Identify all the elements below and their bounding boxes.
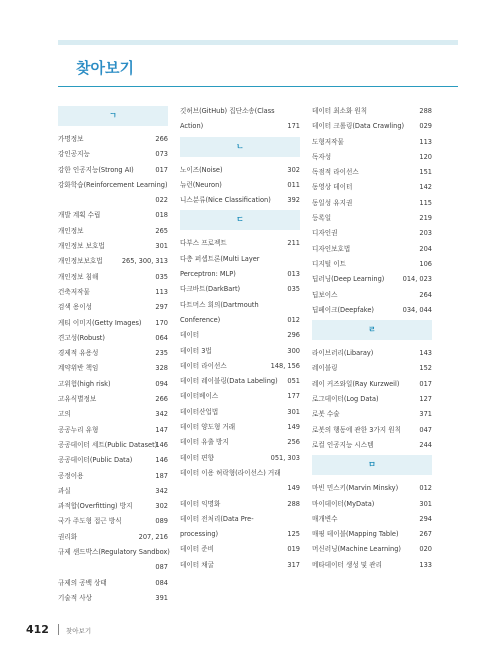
- index-entry: [180, 298, 300, 313]
- index-term: 머신러닝(Machine Learning): [312, 545, 401, 554]
- index-entry: [180, 420, 300, 435]
- section-heading-label: ㄴ: [236, 141, 244, 151]
- index-entry: [58, 331, 168, 346]
- index-page-ref: 019: [287, 545, 300, 554]
- index-term: 동영상 데이터: [312, 183, 353, 192]
- index-term: 강화학습(Reinforcement Learning): [58, 180, 168, 189]
- index-entry: [58, 423, 168, 438]
- index-entry: [180, 344, 300, 359]
- index-entry: [58, 193, 168, 208]
- index-term: 도형저작물: [312, 137, 344, 146]
- index-term: 고유식별정보: [58, 395, 97, 404]
- index-entry: [58, 377, 168, 392]
- page-title: 찾아보기: [76, 59, 134, 77]
- index-page-ref: 317: [287, 560, 300, 569]
- index-entry: [58, 361, 168, 376]
- index-page-ref: 147: [155, 425, 168, 434]
- index-entry: [58, 484, 168, 499]
- section-heading: [312, 320, 432, 340]
- page-number: 412: [26, 623, 49, 636]
- index-entry: [180, 104, 300, 119]
- index-entry: [58, 514, 168, 529]
- index-term: 다층 퍼셉트론(Multi Layer: [180, 254, 260, 263]
- index-entry: [58, 392, 168, 407]
- index-term: 강한 인공지능(Strong AI): [58, 165, 134, 174]
- index-entry: [180, 282, 300, 297]
- index-entry: [58, 316, 168, 331]
- index-page-ref: 235: [155, 349, 168, 358]
- index-term: 로봇의 행동에 관한 3가지 원칙: [312, 425, 402, 434]
- index-term: 데이터 편향: [180, 453, 214, 462]
- index-page-ref: 113: [419, 137, 432, 146]
- index-term: Perceptron: MLP): [180, 270, 236, 279]
- index-entry: [312, 242, 432, 257]
- index-page-ref: 301: [155, 242, 168, 251]
- index-page-ref: 149: [287, 423, 300, 432]
- index-entry: [312, 481, 432, 496]
- index-entry: [180, 389, 300, 404]
- index-term: 데이터 양도형 거래: [180, 423, 236, 432]
- index-page-ref: 391: [155, 593, 168, 602]
- index-page-ref: 211: [287, 239, 300, 248]
- index-entry: [58, 530, 168, 545]
- index-term: 데이터 전처리(Data Pre-: [180, 514, 254, 523]
- index-page-ref: 113: [155, 287, 168, 296]
- index-term: 견고성(Robust): [58, 333, 105, 342]
- index-page-ref: 151: [419, 168, 432, 177]
- index-entry: [312, 512, 432, 527]
- index-page-ref: 120: [419, 152, 432, 161]
- index-page-ref: 013: [287, 270, 300, 279]
- index-entry: [180, 542, 300, 557]
- index-page-ref: 089: [155, 517, 168, 526]
- index-page-ref: 392: [287, 196, 300, 205]
- index-column-1: [58, 104, 168, 606]
- index-entry: [58, 163, 168, 178]
- index-entry: [58, 224, 168, 239]
- index-term: 매핑 테이블(Mapping Table): [312, 530, 399, 539]
- index-entry: [180, 527, 300, 542]
- index-page-ref: 177: [287, 392, 300, 401]
- index-page-ref: 115: [419, 198, 432, 207]
- index-entry: [312, 180, 432, 195]
- index-entry: [180, 328, 300, 343]
- index-page-ref: 207, 216: [138, 532, 168, 541]
- index-entry: [312, 392, 432, 407]
- index-entry: [58, 285, 168, 300]
- index-entry: [312, 527, 432, 542]
- index-page-ref: 265: [155, 226, 168, 235]
- index-term: Conference): [180, 315, 221, 324]
- index-entry: [312, 346, 432, 361]
- index-term: 공공데이터(Public Data): [58, 456, 133, 465]
- index-term: 규제의 공백 상태: [58, 578, 107, 587]
- index-page-ref: 011: [287, 180, 300, 189]
- index-entry: [58, 346, 168, 361]
- index-term: 규제 샌드박스(Regulatory Sandbox): [58, 548, 170, 557]
- index-page-ref: 171: [287, 122, 300, 131]
- index-entry: [312, 542, 432, 557]
- index-term: 디지털 이트: [312, 259, 346, 268]
- index-term: 메타데이터 생성 및 관리: [312, 560, 382, 569]
- index-term: 데이터 크롤링(Data Crawling): [312, 122, 405, 131]
- index-term: 데이터베이스: [180, 392, 219, 401]
- index-entry: [58, 499, 168, 514]
- index-term: 레이블링: [312, 364, 338, 373]
- index-entry: [58, 438, 168, 453]
- index-term: 국가 주도형 접근 방식: [58, 517, 122, 526]
- index-entry: [180, 163, 300, 178]
- title-underline: [58, 86, 458, 87]
- index-entry: [58, 132, 168, 147]
- section-heading-label: ㄹ: [368, 325, 376, 335]
- index-page-ref: 094: [155, 379, 168, 388]
- index-page-ref: 012: [419, 484, 432, 493]
- index-term: 등록일: [312, 214, 332, 223]
- index-page-ref: 152: [419, 364, 432, 373]
- index-entry: [180, 252, 300, 267]
- index-entry: [58, 453, 168, 468]
- header-band: [58, 40, 458, 45]
- index-entry: [180, 405, 300, 420]
- index-page-ref: 204: [419, 244, 432, 253]
- index-term: 독자성: [312, 152, 332, 161]
- index-term: 동일성 유지권: [312, 198, 353, 207]
- index-page-ref: 301: [419, 499, 432, 508]
- index-page-ref: 264: [419, 290, 432, 299]
- index-page-ref: 146: [155, 456, 168, 465]
- index-entry: [58, 407, 168, 422]
- index-term: 공공데이터 세트(Public Dataset): [58, 440, 158, 449]
- index-page-ref: 106: [419, 259, 432, 268]
- index-page-ref: 288: [287, 499, 300, 508]
- index-entry: [58, 560, 168, 575]
- index-entry: [312, 303, 432, 318]
- index-page-ref: 265, 300, 313: [121, 257, 168, 266]
- index-term: 노이즈(Noise): [180, 165, 223, 174]
- footer-label: 찾아보기: [66, 627, 92, 635]
- index-entry: [312, 288, 432, 303]
- index-entry: [312, 423, 432, 438]
- index-page-ref: 256: [287, 438, 300, 447]
- index-term: 개인정보 보호법: [58, 242, 105, 251]
- index-entry: [58, 254, 168, 269]
- index-entry: [312, 196, 432, 211]
- index-term: 데이터 채굴: [180, 560, 214, 569]
- index-page-ref: 266: [155, 135, 168, 143]
- index-entry: [180, 497, 300, 512]
- index-term: 데이터: [180, 331, 200, 340]
- index-page-ref: 342: [155, 410, 168, 419]
- index-page-ref: 371: [419, 410, 432, 419]
- index-page-ref: 148, 156: [270, 361, 300, 370]
- index-page-ref: 064: [155, 333, 168, 342]
- index-entry: [312, 272, 432, 287]
- index-entry: [58, 270, 168, 285]
- index-entry: [312, 497, 432, 512]
- index-term: 데이터 이용 허락형(라이선스) 거래: [180, 468, 281, 477]
- index-entry: [180, 359, 300, 374]
- index-page-ref: 035: [155, 272, 168, 281]
- index-entry: [312, 257, 432, 272]
- index-term: 건축저작물: [58, 287, 90, 296]
- index-page-ref: 051: [287, 377, 300, 386]
- index-term: 과적합(Overfitting) 방지: [58, 502, 133, 511]
- index-term: 마빈 민스키(Marvin Minsky): [312, 484, 399, 493]
- index-entry: [312, 150, 432, 165]
- index-page-ref: 267: [419, 530, 432, 539]
- index-entry: [180, 466, 300, 481]
- index-term: 검색 용이성: [58, 303, 92, 312]
- index-term: 로그데이터(Log Data): [312, 395, 379, 404]
- index-page-ref: 014, 023: [402, 275, 432, 284]
- index-term: 데이터 레이블링(Data Labeling): [180, 377, 278, 386]
- index-entry: [180, 374, 300, 389]
- index-entry: [58, 147, 168, 162]
- index-term: Action): [180, 122, 204, 131]
- index-term: 마이데이터(MyData): [312, 499, 375, 508]
- index-entry: [312, 135, 432, 150]
- index-term: 매개변수: [312, 514, 338, 523]
- index-entry: [58, 545, 168, 560]
- section-heading-label: ㄷ: [236, 215, 244, 225]
- index-entry: [180, 435, 300, 450]
- index-page-ref: 294: [419, 514, 432, 523]
- index-term: 다크바트(DarkBart): [180, 285, 241, 294]
- index-term: 공공누리 유형: [58, 425, 99, 434]
- index-entry: [312, 407, 432, 422]
- index-page-ref: 187: [155, 471, 168, 480]
- section-heading: [180, 210, 300, 230]
- index-page-ref: 017: [419, 379, 432, 388]
- index-term: 디자인보호법: [312, 244, 351, 253]
- index-entry: [58, 591, 168, 606]
- index-term: 다트머스 회의(Dartmouth: [180, 300, 259, 309]
- index-term: 데이터 최소화 원칙: [312, 107, 368, 115]
- index-term: 데이터 준비: [180, 545, 214, 554]
- index-entry: [312, 119, 432, 134]
- index-page-ref: 029: [419, 122, 432, 131]
- index-entry: [312, 104, 432, 119]
- section-heading: [312, 455, 432, 475]
- index-entry: [58, 469, 168, 484]
- index-entry: [312, 165, 432, 180]
- index-page-ref: 087: [155, 563, 168, 572]
- index-term: 고위험(high risk): [58, 379, 111, 388]
- index-entry: [312, 211, 432, 226]
- index-term: 개인정보: [58, 226, 84, 235]
- index-page-ref: 047: [419, 425, 432, 434]
- index-term: 로컬 인공지능 시스템: [312, 440, 374, 449]
- index-entry: [180, 313, 300, 328]
- index-page-ref: 301: [287, 407, 300, 416]
- index-term: 권리화: [58, 532, 78, 541]
- index-page-ref: 297: [155, 303, 168, 312]
- index-entry: [180, 178, 300, 193]
- section-heading-label: ㅁ: [368, 460, 376, 470]
- index-term: 뉴런(Neuron): [180, 180, 222, 189]
- index-page-ref: 073: [155, 150, 168, 159]
- index-entry: [312, 377, 432, 392]
- index-entry: [58, 208, 168, 223]
- index-term: 데이터 3법: [180, 346, 212, 355]
- footer-divider: [58, 624, 59, 635]
- index-page-ref: 302: [155, 502, 168, 511]
- index-page-ref: 300: [287, 346, 300, 355]
- index-term: 딥러닝(Deep Learning): [312, 275, 385, 284]
- index-term: 개인정보 침해: [58, 272, 99, 281]
- index-page-ref: 034, 044: [402, 305, 432, 314]
- index-term: 개발 계획 수립: [58, 211, 101, 220]
- index-page-ref: 203: [419, 229, 432, 238]
- index-term: 게티 이미지(Getty Images): [58, 318, 142, 327]
- index-entry: [58, 239, 168, 254]
- section-heading: [58, 106, 168, 126]
- index-page-ref: 143: [419, 349, 432, 358]
- index-entry: [58, 300, 168, 315]
- index-page-ref: 342: [155, 486, 168, 495]
- index-term: 고의: [58, 410, 71, 419]
- index-term: 다부스 프로젝트: [180, 239, 227, 248]
- index-entry: [312, 361, 432, 376]
- index-page-ref: 146: [155, 440, 168, 449]
- index-page-ref: 244: [419, 440, 432, 449]
- index-page-ref: 012: [287, 315, 300, 324]
- index-page-ref: 018: [155, 211, 168, 220]
- index-term: 가명정보: [58, 135, 84, 143]
- index-entry: [58, 576, 168, 591]
- index-page-ref: 328: [155, 364, 168, 373]
- index-term: processing): [180, 530, 219, 539]
- index-page-ref: 296: [287, 331, 300, 340]
- index-term: 데이터산업법: [180, 407, 219, 416]
- index-page-ref: 022: [155, 196, 168, 205]
- index-page-ref: 017: [155, 165, 168, 174]
- index-term: 라이브러리(Libaray): [312, 349, 374, 358]
- index-page-ref: 020: [419, 545, 432, 554]
- index-page-ref: 084: [155, 578, 168, 587]
- index-page-ref: 302: [287, 165, 300, 174]
- index-term: 데이터 라이선스: [180, 361, 227, 370]
- index-page-ref: 170: [155, 318, 168, 327]
- index-term: 경제적 유용성: [58, 349, 99, 358]
- index-term: 독점적 라이선스: [312, 168, 359, 177]
- index-term: 디자인권: [312, 229, 338, 238]
- index-term: 개인정보보호법: [58, 257, 103, 266]
- index-entry: [180, 236, 300, 251]
- index-page-ref: 051, 303: [270, 453, 300, 462]
- index-column-3: [312, 104, 432, 573]
- index-entry: [180, 119, 300, 134]
- index-entry: [180, 481, 300, 496]
- index-term: 레이 커즈와일(Ray Kurzweil): [312, 379, 400, 388]
- index-page-ref: 133: [419, 560, 432, 569]
- index-page-ref: 219: [419, 214, 432, 223]
- index-entry: [312, 558, 432, 573]
- index-column-2: [180, 104, 300, 573]
- index-term: 강인공지능: [58, 150, 90, 159]
- index-term: 공정이용: [58, 471, 84, 480]
- index-page-ref: 149: [287, 484, 300, 493]
- index-entry: [180, 193, 300, 208]
- index-term: 딥보이스: [312, 290, 338, 299]
- index-term: 계약위반 책임: [58, 364, 99, 373]
- index-page-ref: 125: [287, 530, 300, 539]
- index-entry: [180, 267, 300, 282]
- section-heading: [180, 137, 300, 157]
- index-term: 로봇 수술: [312, 410, 340, 419]
- index-page-ref: 035: [287, 285, 300, 294]
- index-entry: [58, 178, 168, 193]
- index-term: 기술적 사상: [58, 593, 92, 602]
- index-term: 깃허브(GitHub) 집단소송(Class: [180, 107, 275, 115]
- index-entry: [180, 451, 300, 466]
- section-heading-label: ㄱ: [109, 111, 117, 120]
- index-term: 과실: [58, 486, 71, 495]
- index-page-ref: 288: [419, 107, 432, 115]
- index-term: 딥페이크(Deepfake): [312, 305, 375, 314]
- index-page-ref: 142: [419, 183, 432, 192]
- index-entry: [180, 512, 300, 527]
- index-page-ref: 127: [419, 395, 432, 404]
- index-entry: [312, 226, 432, 241]
- index-entry: [180, 558, 300, 573]
- index-term: 니스분류(Nice Classification): [180, 196, 271, 205]
- index-page-ref: 266: [155, 395, 168, 404]
- index-term: 데이터 유출 방지: [180, 438, 229, 447]
- index-term: 데이터 익명화: [180, 499, 221, 508]
- index-entry: [312, 438, 432, 453]
